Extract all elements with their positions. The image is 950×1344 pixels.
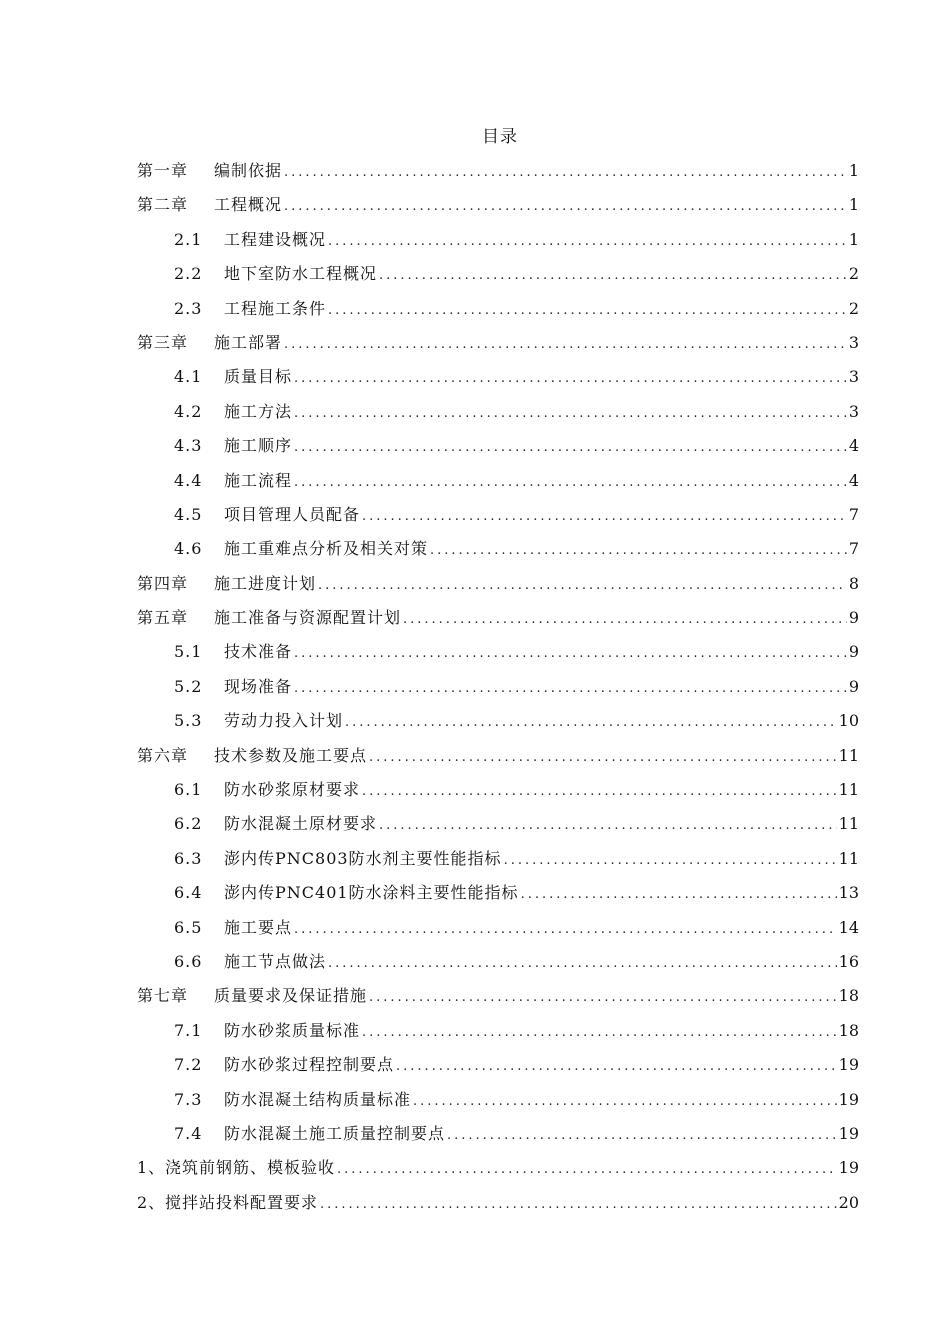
toc-entry-number: 第二章 bbox=[137, 195, 189, 215]
toc-entry-label: 施工进度计划 bbox=[214, 573, 317, 593]
toc-entry-number: 4.2 bbox=[174, 401, 203, 421]
toc-entry-page-number: 3 bbox=[848, 332, 859, 352]
toc-entry[interactable] bbox=[137, 1117, 859, 1151]
dot-leader bbox=[403, 603, 847, 637]
dot-leader bbox=[284, 156, 847, 190]
dot-leader bbox=[328, 947, 837, 981]
toc-entry[interactable] bbox=[137, 464, 859, 498]
toc-entry-page-number: 18 bbox=[838, 1020, 859, 1040]
dot-leader bbox=[320, 1188, 837, 1222]
dot-leader bbox=[328, 294, 847, 328]
toc-entry-label: 编制依据 bbox=[214, 161, 283, 180]
dot-leader bbox=[294, 913, 837, 947]
toc-entry-page-number: 7 bbox=[848, 539, 859, 559]
toc-entry[interactable] bbox=[137, 326, 859, 360]
toc-entry[interactable] bbox=[137, 704, 859, 738]
toc-entry-label: 防水砂浆原材要求 bbox=[224, 780, 361, 800]
toc-entry[interactable] bbox=[137, 1083, 859, 1117]
toc-entry-page-number: 3 bbox=[848, 367, 859, 387]
toc-entry-number: 5.1 bbox=[174, 642, 203, 662]
toc-entry-label: 地下室防水工程概况 bbox=[224, 264, 378, 284]
toc-entry[interactable] bbox=[137, 429, 859, 463]
dot-leader bbox=[294, 466, 847, 500]
dot-leader bbox=[294, 397, 847, 431]
toc-entry[interactable] bbox=[137, 1151, 859, 1185]
toc-entry-label: 质量目标 bbox=[224, 367, 293, 387]
dot-leader bbox=[294, 637, 847, 671]
dot-leader bbox=[396, 1050, 837, 1084]
toc-entry-number: 第五章 bbox=[137, 608, 189, 628]
toc-entry-page-number: 1 bbox=[848, 195, 859, 215]
toc-entry-label: 澎内传PNC401防水涂料主要性能指标 bbox=[224, 883, 519, 903]
toc-entry-page-number: 19 bbox=[838, 1055, 859, 1075]
toc-entry-label: 项目管理人员配备 bbox=[224, 504, 361, 524]
toc-entry-label: 施工节点做法 bbox=[224, 951, 327, 971]
toc-entry-number: 6.5 bbox=[174, 917, 203, 937]
toc-entry[interactable] bbox=[137, 876, 859, 910]
toc-entry-page-number: 13 bbox=[838, 883, 859, 903]
toc-entry-page-number: 11 bbox=[838, 745, 859, 765]
toc-entry[interactable] bbox=[137, 154, 859, 188]
toc-entry-label: 劳动力投入计划 bbox=[224, 711, 344, 731]
toc-entry[interactable] bbox=[137, 1186, 859, 1220]
toc-entry-page-number: 9 bbox=[848, 642, 859, 662]
toc-entry-label: 防水砂浆过程控制要点 bbox=[224, 1055, 395, 1075]
toc-entry-page-number: 18 bbox=[838, 986, 859, 1006]
dot-leader bbox=[284, 190, 847, 224]
toc-entry-number: 5.2 bbox=[174, 676, 203, 696]
dot-leader bbox=[345, 706, 837, 740]
toc-entry[interactable] bbox=[137, 601, 859, 635]
toc-entry-number: 7.1 bbox=[174, 1020, 203, 1040]
toc-entry-number: 1、 bbox=[137, 1158, 166, 1178]
toc-entry-label: 搅拌站投料配置要求 bbox=[165, 1192, 319, 1212]
toc-entry-label: 施工方法 bbox=[224, 401, 293, 421]
toc-entry-number: 2.2 bbox=[174, 264, 203, 284]
toc-entry-number: 第三章 bbox=[137, 332, 189, 352]
toc-entry-label: 施工部署 bbox=[214, 332, 283, 352]
toc-entry-page-number: 20 bbox=[838, 1192, 859, 1212]
toc-entry-page-number: 9 bbox=[848, 608, 859, 628]
dot-leader bbox=[294, 672, 847, 706]
toc-entry-number: 第一章 bbox=[137, 161, 189, 180]
toc-entry-page-number: 11 bbox=[838, 814, 859, 834]
toc-entry[interactable] bbox=[137, 842, 859, 876]
toc-entry[interactable] bbox=[137, 739, 859, 773]
toc-entry-number: 2.1 bbox=[174, 229, 203, 249]
toc-entry-number: 4.4 bbox=[174, 470, 203, 490]
dot-leader bbox=[362, 1016, 837, 1050]
toc-entry-page-number: 2 bbox=[848, 298, 859, 318]
dot-leader bbox=[430, 534, 847, 568]
toc-entry-page-number: 19 bbox=[838, 1158, 859, 1178]
toc-entry[interactable] bbox=[137, 395, 859, 429]
toc-entry-label: 现场准备 bbox=[224, 676, 293, 696]
toc-entry-number: 4.6 bbox=[174, 539, 203, 559]
toc-entry-label: 技术准备 bbox=[224, 642, 293, 662]
toc-entry-page-number: 16 bbox=[838, 951, 859, 971]
toc-entry-page-number: 14 bbox=[838, 917, 859, 937]
toc-entry-page-number: 1 bbox=[848, 161, 859, 180]
toc-entry-label: 防水混凝土结构质量标准 bbox=[224, 1089, 412, 1109]
toc-entry-label: 工程施工条件 bbox=[224, 298, 327, 318]
toc-entry[interactable] bbox=[137, 635, 859, 669]
toc-entry-label: 技术参数及施工要点 bbox=[214, 745, 368, 765]
toc-entry-page-number: 19 bbox=[838, 1123, 859, 1143]
toc-entry[interactable] bbox=[137, 360, 859, 394]
dot-leader bbox=[413, 1085, 837, 1119]
toc-entry-number: 7.2 bbox=[174, 1055, 203, 1075]
dot-leader bbox=[318, 569, 847, 603]
toc-entry[interactable] bbox=[137, 979, 859, 1013]
toc-entry-number: 2.3 bbox=[174, 298, 203, 318]
toc-entry-page-number: 4 bbox=[848, 470, 859, 490]
toc-entry-label: 防水混凝土原材要求 bbox=[224, 814, 378, 834]
toc-entry-page-number: 2 bbox=[848, 264, 859, 284]
toc-entry-label: 施工流程 bbox=[224, 470, 293, 490]
dot-leader bbox=[504, 844, 837, 878]
toc-entry[interactable] bbox=[137, 532, 859, 566]
toc-entry[interactable] bbox=[137, 257, 859, 291]
toc-entry-number: 第七章 bbox=[137, 986, 189, 1006]
toc-entry[interactable] bbox=[137, 567, 859, 601]
toc-entry-label: 施工要点 bbox=[224, 917, 293, 937]
table-of-contents bbox=[137, 154, 859, 1220]
dot-leader bbox=[379, 259, 847, 293]
toc-entry-label: 施工顺序 bbox=[224, 436, 293, 456]
toc-entry-number: 6.6 bbox=[174, 951, 203, 971]
toc-entry-page-number: 8 bbox=[848, 573, 859, 593]
toc-entry-page-number: 1 bbox=[848, 229, 859, 249]
toc-entry[interactable] bbox=[137, 945, 859, 979]
toc-entry[interactable] bbox=[137, 773, 859, 807]
toc-entry-label: 施工重难点分析及相关对策 bbox=[224, 539, 429, 559]
toc-entry-page-number: 7 bbox=[848, 504, 859, 524]
toc-entry-label: 工程建设概况 bbox=[224, 229, 327, 249]
toc-entry-page-number: 10 bbox=[838, 711, 859, 731]
dot-leader bbox=[294, 362, 847, 396]
toc-entry-number: 第四章 bbox=[137, 573, 189, 593]
dot-leader bbox=[284, 328, 847, 362]
toc-entry[interactable] bbox=[137, 188, 859, 222]
toc-entry-number: 第六章 bbox=[137, 745, 189, 765]
toc-entry-page-number: 4 bbox=[848, 436, 859, 456]
toc-entry-label: 防水混凝土施工质量控制要点 bbox=[224, 1123, 446, 1143]
toc-entry-number: 4.1 bbox=[174, 367, 203, 387]
dot-leader bbox=[447, 1119, 837, 1153]
toc-entry-number: 6.2 bbox=[174, 814, 203, 834]
dot-leader bbox=[379, 809, 837, 843]
toc-title: 目录 bbox=[482, 127, 518, 147]
toc-entry[interactable] bbox=[137, 911, 859, 945]
dot-leader bbox=[294, 431, 847, 465]
toc-entry-label: 工程概况 bbox=[214, 195, 283, 215]
toc-entry-number: 6.1 bbox=[174, 780, 203, 800]
dot-leader bbox=[369, 981, 837, 1015]
toc-entry-number: 2、 bbox=[137, 1192, 166, 1212]
toc-entry-page-number: 11 bbox=[838, 780, 859, 800]
toc-entry-page-number: 3 bbox=[848, 401, 859, 421]
toc-entry-number: 6.3 bbox=[174, 848, 203, 868]
dot-leader bbox=[521, 878, 837, 912]
dot-leader bbox=[369, 741, 837, 775]
toc-entry-page-number: 19 bbox=[838, 1089, 859, 1109]
toc-entry-label: 防水砂浆质量标准 bbox=[224, 1020, 361, 1040]
dot-leader bbox=[362, 500, 847, 534]
toc-entry-label: 澎内传PNC803防水剂主要性能指标 bbox=[224, 848, 502, 868]
toc-entry[interactable] bbox=[137, 498, 859, 532]
toc-entry-label: 浇筑前钢筋、模板验收 bbox=[165, 1158, 336, 1178]
toc-entry[interactable] bbox=[137, 807, 859, 841]
toc-entry-number: 6.4 bbox=[174, 883, 203, 903]
toc-entry-label: 质量要求及保证措施 bbox=[214, 986, 368, 1006]
toc-entry-label: 施工准备与资源配置计划 bbox=[214, 608, 402, 628]
toc-entry-number: 5.3 bbox=[174, 711, 203, 731]
toc-entry-number: 4.3 bbox=[174, 436, 203, 456]
dot-leader bbox=[328, 225, 847, 259]
toc-entry-page-number: 9 bbox=[848, 676, 859, 696]
toc-entry-number: 7.3 bbox=[174, 1089, 203, 1109]
toc-entry-number: 7.4 bbox=[174, 1123, 203, 1143]
toc-entry[interactable] bbox=[137, 1014, 859, 1048]
toc-entry[interactable] bbox=[137, 223, 859, 257]
toc-entry[interactable] bbox=[137, 1048, 859, 1082]
toc-entry[interactable] bbox=[137, 292, 859, 326]
toc-entry-page-number: 11 bbox=[838, 848, 859, 868]
dot-leader bbox=[362, 775, 837, 809]
toc-entry-number: 4.5 bbox=[174, 504, 203, 524]
toc-entry[interactable] bbox=[137, 670, 859, 704]
dot-leader bbox=[337, 1153, 837, 1187]
